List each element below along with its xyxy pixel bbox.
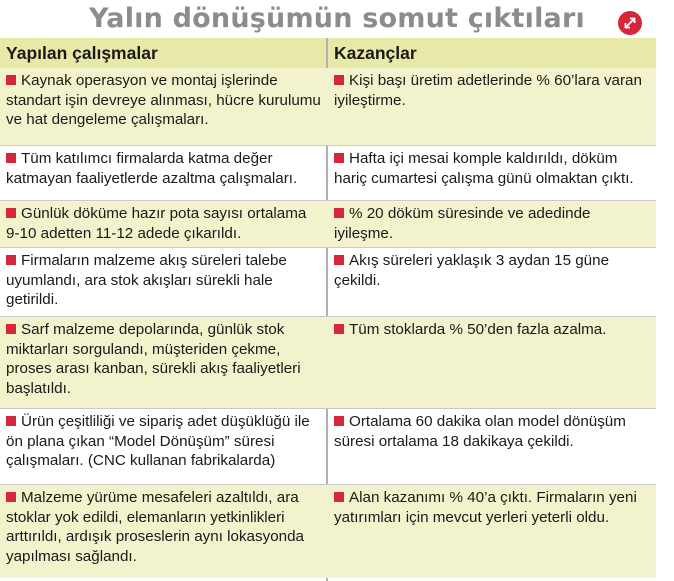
- table-row: [0, 408, 656, 484]
- expand-icon[interactable]: [618, 11, 642, 35]
- bullet-square-icon: [6, 255, 16, 265]
- cell-text: Firmaların malzeme akış süreleri talebe uyumlandı, ara stok akışları sürekli hale getirildi.: [6, 252, 287, 309]
- cell-right: [328, 201, 656, 247]
- bullet-square-icon: [334, 153, 344, 163]
- cell-text: Akış süreleri yaklaşık 3 aydan 15 güne çekildi.: [334, 252, 610, 289]
- cell-text: Ortalama 60 dakika olan model dönüşüm süresi ortalama 18 dakikaya çekildi.: [334, 413, 626, 450]
- cell-text: Tüm katılımcı firmalarda katma değer katmayan faaliyetlerde azaltma çalışmaları.: [6, 150, 298, 187]
- cell-right: [328, 68, 656, 145]
- bullet-square-icon: [6, 153, 16, 163]
- cell-right: [328, 409, 656, 484]
- bullet-square-icon: [334, 416, 344, 426]
- cell-left: [0, 146, 328, 200]
- cell-text: Hafta içi mesai komple kaldırıldı, döküm hariç cumartesi çalışma günü olmaktan çıktı.: [334, 150, 634, 187]
- bullet-square-icon: [6, 324, 16, 334]
- cell-left: [0, 317, 328, 408]
- header-right: Kazançlar: [334, 43, 417, 63]
- table-row: [0, 484, 656, 578]
- header-left: Yapılan çalışmalar: [6, 43, 158, 63]
- cell-text: Kişi başı üretim adetlerinde % 60’lara varan iyileştirme.: [334, 72, 642, 109]
- table-row: [0, 247, 656, 316]
- cell-left: [0, 248, 328, 316]
- table-row: [0, 200, 656, 247]
- cell-left: [0, 485, 328, 578]
- bullet-square-icon: [6, 492, 16, 502]
- cell-right: [328, 248, 656, 316]
- cell-left: [0, 201, 328, 247]
- bullet-square-icon: [334, 255, 344, 265]
- cell-text: Sarf malzeme depolarında, günlük stok miktarları sorgulandı, müşteriden çekme, proses arası kanban, sürekli akış faaliyetleri başlatıldı.: [6, 321, 301, 397]
- table-row: [0, 316, 656, 408]
- comparison-table: [0, 38, 656, 578]
- cell-left: [0, 409, 328, 484]
- cell-text: Alan kazanımı % 40’a çıktı. Firmaların yeni yatırımları için mevcut yerleri yeterli oldu.: [334, 489, 637, 526]
- bullet-square-icon: [334, 324, 344, 334]
- cell-text: Tüm stoklarda % 50’den fazla azalma.: [349, 321, 607, 338]
- cell-text: Ürün çeşitliliği ve sipariş adet düşüklüğü ile ön plana çıkan “Model Dönüşüm” süresi çalışmaları. (CNC kullanan fabrikalarda): [6, 413, 310, 470]
- cell-left: [0, 68, 328, 145]
- cell-text: Kaynak operasyon ve montaj işlerinde standart işin devreye alınması, hücre kurulumu ve hat dengeleme çalışmaları.: [6, 72, 321, 129]
- cell-text: Günlük döküme hazır pota sayısı ortalama 9-10 adetten 11-12 adede çıkarıldı.: [6, 205, 307, 242]
- bullet-square-icon: [6, 208, 16, 218]
- table-row: [0, 145, 656, 200]
- table-body: [0, 68, 656, 578]
- bullet-square-icon: [334, 208, 344, 218]
- cell-text: Malzeme yürüme mesafeleri azaltıldı, ara stoklar yok edildi, elemanların yetkinlikleri arttırıldı, ardışık proseslerin aynı lokasyonda yapılması sağlandı.: [6, 489, 304, 565]
- table-header: [0, 38, 656, 68]
- cell-right: [328, 485, 656, 578]
- page-title: Yalın dönüşümün somut çıktıları: [89, 3, 585, 34]
- bullet-square-icon: [334, 492, 344, 502]
- cell-text: % 20 döküm süresinde ve adedinde iyileşme.: [334, 205, 591, 242]
- bullet-square-icon: [334, 75, 344, 85]
- bullet-square-icon: [6, 75, 16, 85]
- table-row: [0, 68, 656, 145]
- cell-right: [328, 317, 656, 408]
- cell-right: [328, 146, 656, 200]
- bullet-square-icon: [6, 416, 16, 426]
